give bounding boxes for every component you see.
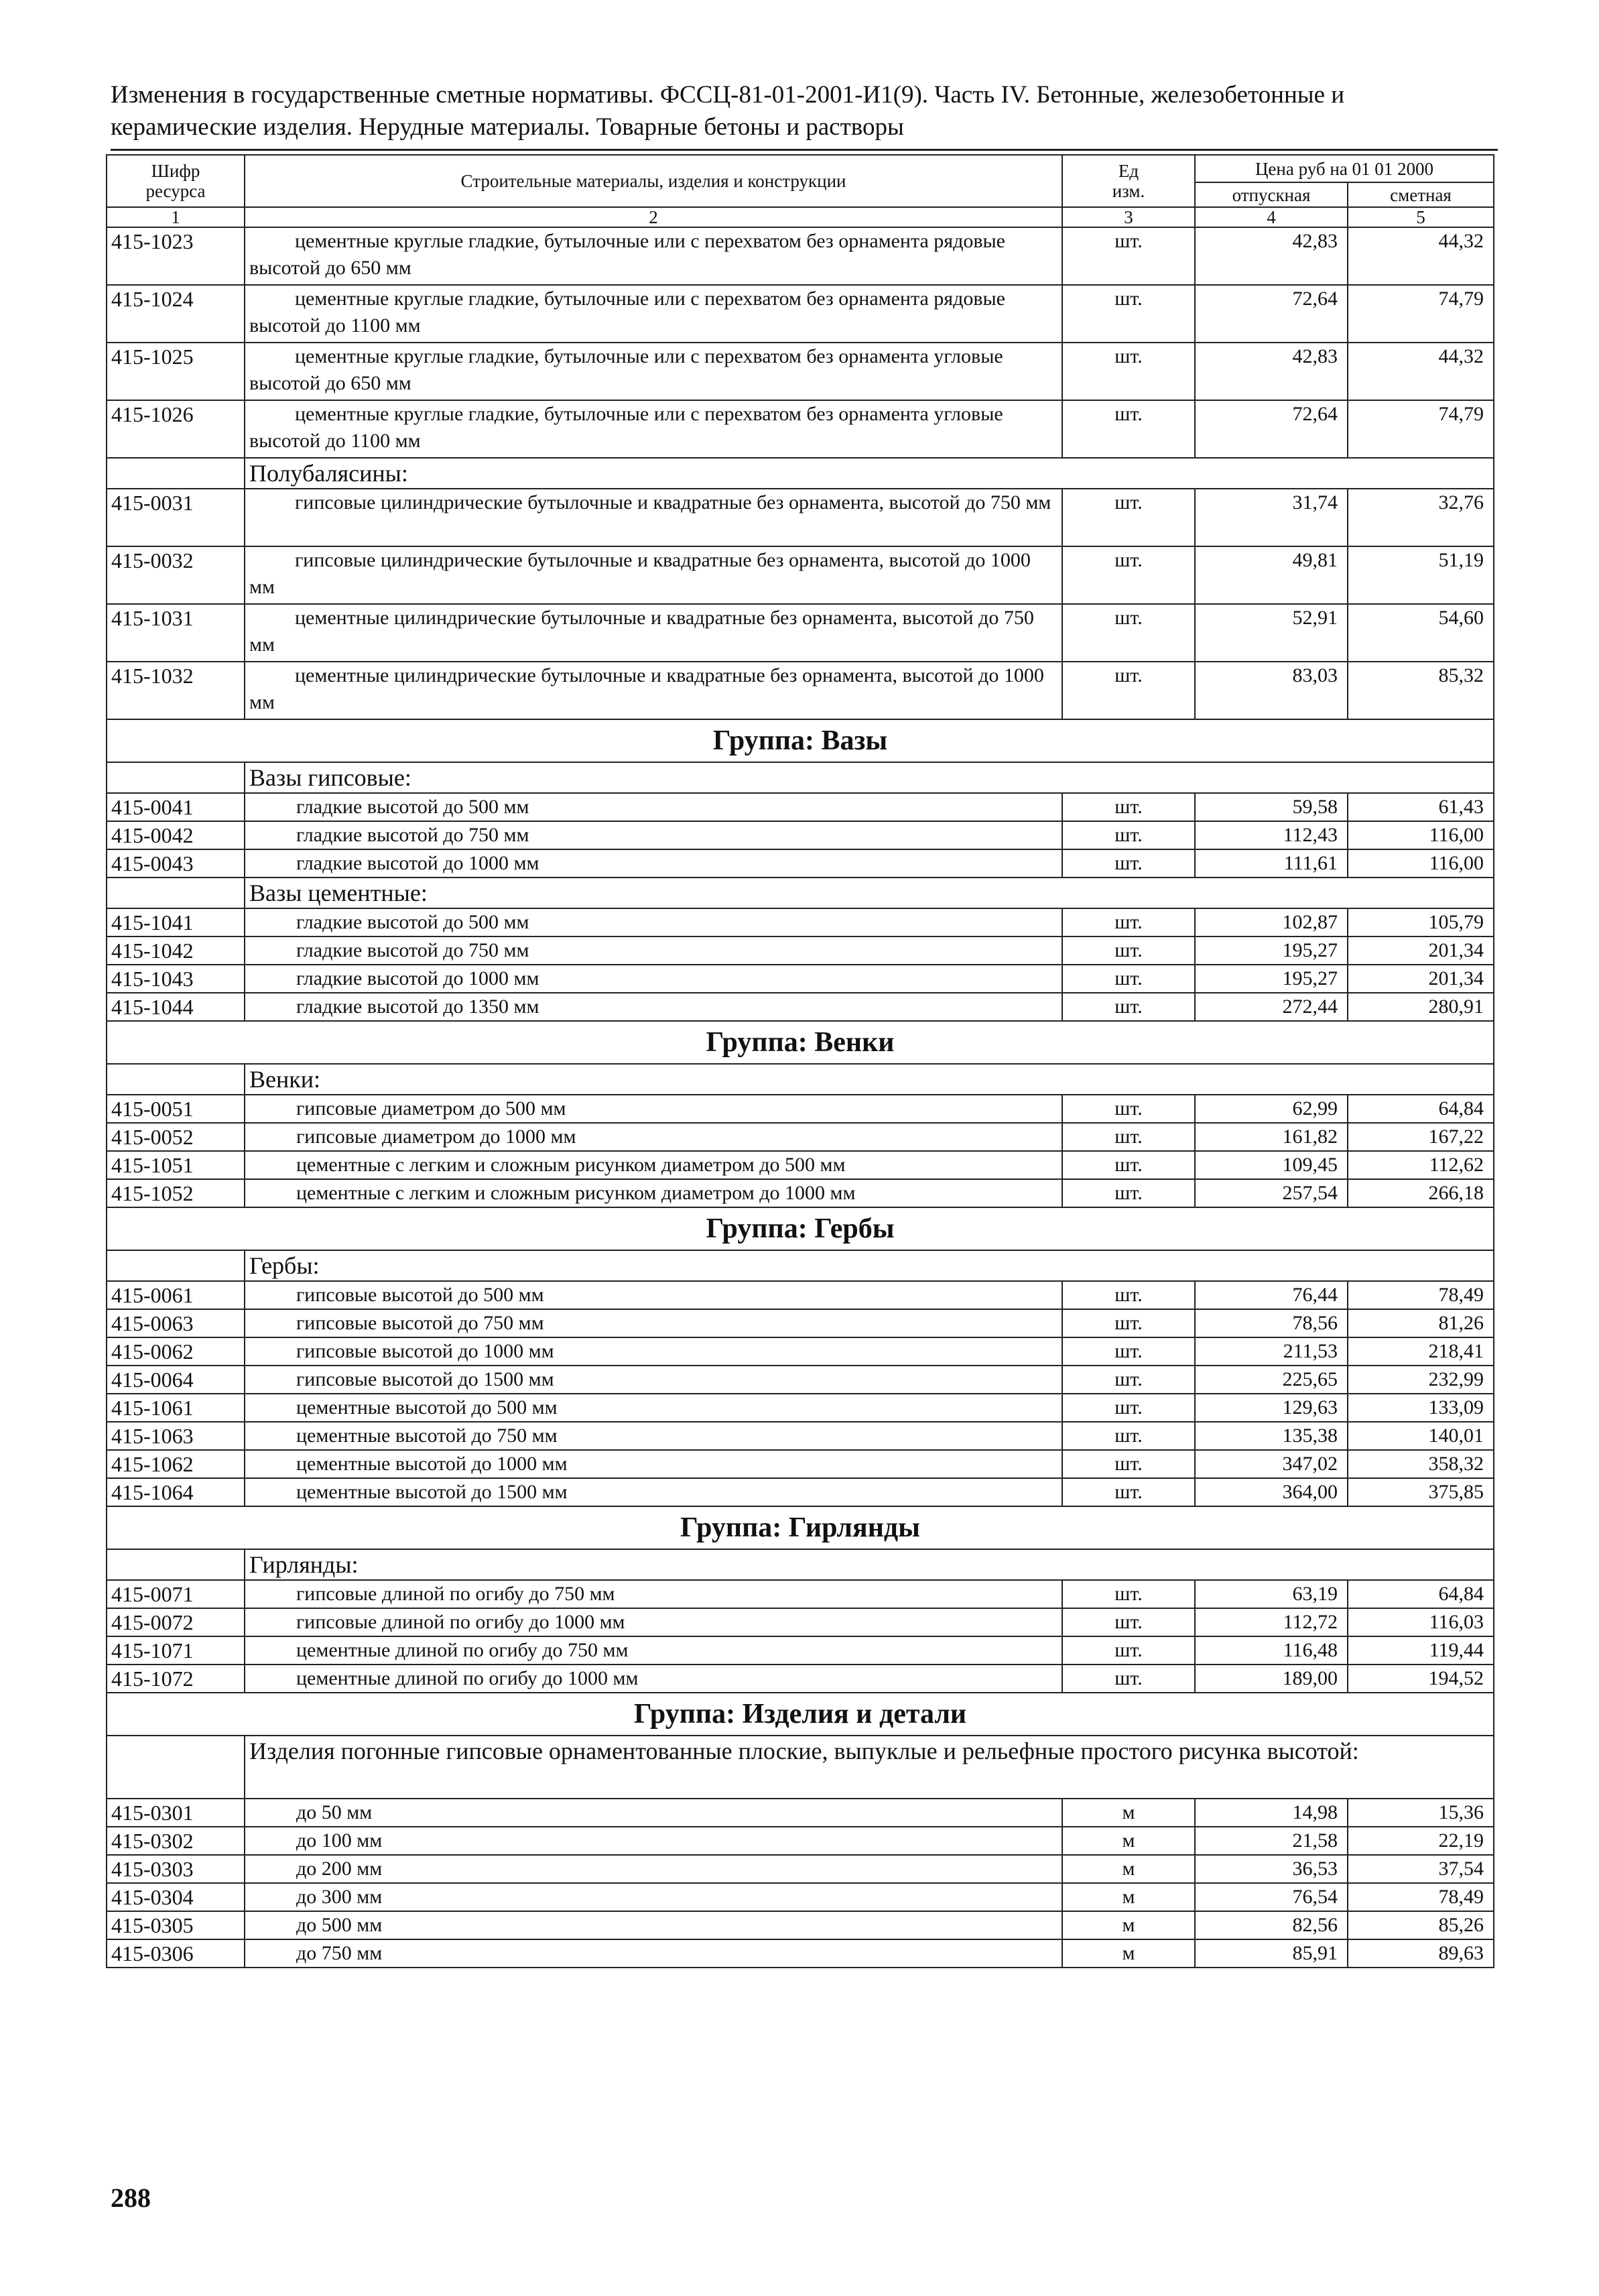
item-description: цементные с легким и сложным рисунком диаметром до 500 мм — [245, 1151, 1062, 1179]
table-row — [107, 227, 1494, 285]
item-description: цементные цилиндрические бутылочные и квадратные без орнамента, высотой до 750 мм — [245, 604, 1062, 662]
subgroup-spacer — [107, 1064, 245, 1095]
resource-code: 415-0062 — [107, 1337, 245, 1366]
resource-code: 415-1025 — [107, 343, 245, 400]
item-description: цементные длиной по огибу до 750 мм — [245, 1636, 1062, 1665]
subgroup-row — [107, 1736, 1494, 1799]
subgroup-spacer — [107, 878, 245, 908]
unit-of-measure: м — [1062, 1911, 1195, 1939]
release-price: 135,38 — [1195, 1422, 1348, 1450]
release-price: 109,45 — [1195, 1151, 1348, 1179]
release-price: 272,44 — [1195, 993, 1348, 1021]
table-row — [107, 343, 1494, 400]
item-description: цементные длиной по огибу до 1000 мм — [245, 1665, 1062, 1693]
table-row — [107, 1179, 1494, 1207]
release-price: 42,83 — [1195, 343, 1348, 400]
header-line-2: керамические изделия. Нерудные материалы. Товарные бетоны и растворы — [111, 113, 904, 141]
unit-of-measure: м — [1062, 1939, 1195, 1968]
item-description: гладкие высотой до 500 мм — [245, 793, 1062, 821]
unit-of-measure: шт. — [1062, 1281, 1195, 1309]
group-row — [107, 1207, 1494, 1250]
release-price: 85,91 — [1195, 1939, 1348, 1968]
item-description: цементные высотой до 750 мм — [245, 1422, 1062, 1450]
estimate-price: 232,99 — [1348, 1366, 1494, 1394]
estimate-price: 112,62 — [1348, 1151, 1494, 1179]
column-number-1: 1 — [107, 207, 245, 227]
group-title-venki: Группа: Венки — [107, 1021, 1494, 1064]
subgroup-row — [107, 1549, 1494, 1580]
unit-of-measure: шт. — [1062, 908, 1195, 936]
item-description: цементные с легким и сложным рисунком диаметром до 1000 мм — [245, 1179, 1062, 1207]
table-row — [107, 1911, 1494, 1939]
col-header-code-line2: ресурса — [145, 181, 206, 201]
subgroup-spacer — [107, 1549, 245, 1580]
col-header-name: Строительные материалы, изделия и конструкции — [245, 155, 1062, 207]
table-row — [107, 489, 1494, 546]
release-price: 14,98 — [1195, 1799, 1348, 1827]
release-price: 211,53 — [1195, 1337, 1348, 1366]
header-rule — [111, 149, 1498, 151]
table-row — [107, 1608, 1494, 1636]
subgroup-row — [107, 1250, 1494, 1281]
resource-code: 415-0061 — [107, 1281, 245, 1309]
unit-of-measure: шт. — [1062, 1337, 1195, 1366]
resource-code: 415-1026 — [107, 400, 245, 458]
item-description: до 200 мм — [245, 1855, 1062, 1883]
release-price: 364,00 — [1195, 1478, 1348, 1506]
table-row — [107, 1281, 1494, 1309]
release-price: 112,43 — [1195, 821, 1348, 849]
release-price: 63,19 — [1195, 1580, 1348, 1608]
table-row — [107, 1337, 1494, 1366]
subgroup-row — [107, 762, 1494, 793]
estimate-price: 201,34 — [1348, 965, 1494, 993]
item-description: цементные круглые гладкие, бутылочные или с перехватом без орнамента рядовые высотой до 1100 мм — [245, 285, 1062, 343]
estimate-price: 116,00 — [1348, 849, 1494, 878]
item-description: гипсовые диаметром до 500 мм — [245, 1095, 1062, 1123]
table-row — [107, 1450, 1494, 1478]
item-description: до 100 мм — [245, 1827, 1062, 1855]
release-price: 112,72 — [1195, 1608, 1348, 1636]
estimate-price: 32,76 — [1348, 489, 1494, 546]
subgroup-spacer — [107, 1736, 245, 1799]
release-price: 72,64 — [1195, 400, 1348, 458]
release-price: 76,54 — [1195, 1883, 1348, 1911]
col-header-unit — [1062, 155, 1195, 207]
release-price: 116,48 — [1195, 1636, 1348, 1665]
table-row — [107, 1366, 1494, 1394]
estimate-price: 116,03 — [1348, 1608, 1494, 1636]
estimate-price: 61,43 — [1348, 793, 1494, 821]
estimate-price: 64,84 — [1348, 1580, 1494, 1608]
resource-code: 415-1071 — [107, 1636, 245, 1665]
subgroup-spacer — [107, 458, 245, 489]
release-price: 111,61 — [1195, 849, 1348, 878]
table-row — [107, 936, 1494, 965]
table-row — [107, 1580, 1494, 1608]
table-row — [107, 662, 1494, 719]
price-table — [106, 154, 1494, 1968]
item-description: гладкие высотой до 750 мм — [245, 936, 1062, 965]
resource-code: 415-0305 — [107, 1911, 245, 1939]
item-description: гладкие высотой до 1350 мм — [245, 993, 1062, 1021]
subgroup-girlyandy: Гирлянды: — [245, 1549, 1494, 1580]
table-row — [107, 965, 1494, 993]
release-price: 59,58 — [1195, 793, 1348, 821]
table-row — [107, 821, 1494, 849]
resource-code: 415-0303 — [107, 1855, 245, 1883]
unit-of-measure: шт. — [1062, 849, 1195, 878]
item-description: гипсовые высотой до 1500 мм — [245, 1366, 1062, 1394]
release-price: 49,81 — [1195, 546, 1348, 604]
col-header-code — [107, 155, 245, 207]
estimate-price: 358,32 — [1348, 1450, 1494, 1478]
table-row — [107, 1151, 1494, 1179]
estimate-price: 64,84 — [1348, 1095, 1494, 1123]
estimate-price: 54,60 — [1348, 604, 1494, 662]
subgroup-vazy-gips: Вазы гипсовые: — [245, 762, 1494, 793]
release-price: 31,74 — [1195, 489, 1348, 546]
group-title-vazy: Группа: Вазы — [107, 719, 1494, 762]
resource-code: 415-0031 — [107, 489, 245, 546]
estimate-price: 81,26 — [1348, 1309, 1494, 1337]
item-description: гипсовые цилиндрические бутылочные и квадратные без орнамента, высотой до 750 мм — [245, 489, 1062, 546]
release-price: 189,00 — [1195, 1665, 1348, 1693]
resource-code: 415-1043 — [107, 965, 245, 993]
estimate-price: 37,54 — [1348, 1855, 1494, 1883]
table-row — [107, 1636, 1494, 1665]
table-row — [107, 1939, 1494, 1968]
resource-code: 415-1063 — [107, 1422, 245, 1450]
resource-code: 415-1064 — [107, 1478, 245, 1506]
estimate-price: 44,32 — [1348, 343, 1494, 400]
unit-of-measure: шт. — [1062, 1478, 1195, 1506]
release-price: 42,83 — [1195, 227, 1348, 285]
item-description: до 300 мм — [245, 1883, 1062, 1911]
col-header-price: Цена руб на 01 01 2000 — [1195, 155, 1494, 182]
column-number-5: 5 — [1348, 207, 1494, 227]
unit-of-measure: шт. — [1062, 1422, 1195, 1450]
col-header-code-line1: Шифр — [151, 161, 200, 181]
resource-code: 415-0071 — [107, 1580, 245, 1608]
unit-of-measure: шт. — [1062, 343, 1195, 400]
unit-of-measure: шт. — [1062, 1095, 1195, 1123]
resource-code: 415-1052 — [107, 1179, 245, 1207]
unit-of-measure: шт. — [1062, 1450, 1195, 1478]
subgroup-venki: Венки: — [245, 1064, 1494, 1095]
resource-code: 415-0064 — [107, 1366, 245, 1394]
col-header-unit-line1: Ед — [1118, 161, 1139, 181]
unit-of-measure: м — [1062, 1883, 1195, 1911]
subgroup-polubalyasiny: Полубалясины: — [245, 458, 1494, 489]
item-description: гипсовые высотой до 500 мм — [245, 1281, 1062, 1309]
group-row — [107, 1506, 1494, 1549]
estimate-price: 78,49 — [1348, 1883, 1494, 1911]
estimate-price: 89,63 — [1348, 1939, 1494, 1968]
table-row — [107, 849, 1494, 878]
resource-code: 415-1041 — [107, 908, 245, 936]
column-number-row — [107, 207, 1494, 227]
group-row — [107, 1021, 1494, 1064]
release-price: 72,64 — [1195, 285, 1348, 343]
unit-of-measure: шт. — [1062, 1608, 1195, 1636]
item-description: гипсовые диаметром до 1000 мм — [245, 1123, 1062, 1151]
resource-code: 415-0052 — [107, 1123, 245, 1151]
resource-code: 415-0304 — [107, 1883, 245, 1911]
estimate-price: 280,91 — [1348, 993, 1494, 1021]
item-description: цементные круглые гладкие, бутылочные или с перехватом без орнамента угловые высотой до 1100 мм — [245, 400, 1062, 458]
estimate-price: 85,26 — [1348, 1911, 1494, 1939]
resource-code: 415-1031 — [107, 604, 245, 662]
estimate-price: 105,79 — [1348, 908, 1494, 936]
unit-of-measure: шт. — [1062, 821, 1195, 849]
item-description: цементные высотой до 1000 мм — [245, 1450, 1062, 1478]
col-header-estimate: сметная — [1348, 182, 1494, 207]
group-title-izdeliya: Группа: Изделия и детали — [107, 1693, 1494, 1736]
resource-code: 415-0051 — [107, 1095, 245, 1123]
release-price: 161,82 — [1195, 1123, 1348, 1151]
table-row — [107, 285, 1494, 343]
release-price: 21,58 — [1195, 1827, 1348, 1855]
release-price: 195,27 — [1195, 965, 1348, 993]
unit-of-measure: шт. — [1062, 1179, 1195, 1207]
table-row — [107, 908, 1494, 936]
column-number-3: 3 — [1062, 207, 1195, 227]
table-row — [107, 793, 1494, 821]
subgroup-spacer — [107, 762, 245, 793]
item-description: гипсовые высотой до 750 мм — [245, 1309, 1062, 1337]
item-description: гипсовые цилиндрические бутылочные и квадратные без орнамента, высотой до 1000 мм — [245, 546, 1062, 604]
item-description: цементные круглые гладкие, бутылочные или с перехватом без орнамента рядовые высотой до 650 мм — [245, 227, 1062, 285]
release-price: 129,63 — [1195, 1394, 1348, 1422]
unit-of-measure: м — [1062, 1799, 1195, 1827]
price-table-wrapper — [106, 154, 1493, 1968]
release-price: 52,91 — [1195, 604, 1348, 662]
subgroup-row — [107, 458, 1494, 489]
item-description: гладкие высотой до 1000 мм — [245, 965, 1062, 993]
release-price: 257,54 — [1195, 1179, 1348, 1207]
group-row — [107, 719, 1494, 762]
unit-of-measure: шт. — [1062, 1151, 1195, 1179]
column-number-2: 2 — [245, 207, 1062, 227]
table-row — [107, 604, 1494, 662]
table-row — [107, 1095, 1494, 1123]
release-price: 102,87 — [1195, 908, 1348, 936]
subgroup-izdeliya: Изделия погонные гипсовые орнаментованные плоские, выпуклые и рельефные простого рисунка высотой: — [245, 1736, 1494, 1799]
release-price: 195,27 — [1195, 936, 1348, 965]
unit-of-measure: шт. — [1062, 965, 1195, 993]
table-row — [107, 546, 1494, 604]
item-description: цементные высотой до 1500 мм — [245, 1478, 1062, 1506]
resource-code: 415-1062 — [107, 1450, 245, 1478]
estimate-price: 74,79 — [1348, 400, 1494, 458]
table-row — [107, 993, 1494, 1021]
page-number: 288 — [111, 2183, 151, 2213]
estimate-price: 119,44 — [1348, 1636, 1494, 1665]
resource-code: 415-0042 — [107, 821, 245, 849]
item-description: гипсовые длиной по огибу до 750 мм — [245, 1580, 1062, 1608]
table-row — [107, 1422, 1494, 1450]
estimate-price: 44,32 — [1348, 227, 1494, 285]
estimate-price: 194,52 — [1348, 1665, 1494, 1693]
item-description: гладкие высотой до 1000 мм — [245, 849, 1062, 878]
resource-code: 415-0041 — [107, 793, 245, 821]
unit-of-measure: шт. — [1062, 662, 1195, 719]
item-description: цементные цилиндрические бутылочные и квадратные без орнамента, высотой до 1000 мм — [245, 662, 1062, 719]
resource-code: 415-0063 — [107, 1309, 245, 1337]
estimate-price: 140,01 — [1348, 1422, 1494, 1450]
unit-of-measure: шт. — [1062, 400, 1195, 458]
unit-of-measure: шт. — [1062, 1309, 1195, 1337]
release-price: 62,99 — [1195, 1095, 1348, 1123]
unit-of-measure: шт. — [1062, 1580, 1195, 1608]
estimate-price: 51,19 — [1348, 546, 1494, 604]
estimate-price: 133,09 — [1348, 1394, 1494, 1422]
item-description: цементные круглые гладкие, бутылочные или с перехватом без орнамента угловые высотой до 650 мм — [245, 343, 1062, 400]
group-title-girlyandy: Группа: Гирлянды — [107, 1506, 1494, 1549]
item-description: цементные высотой до 500 мм — [245, 1394, 1062, 1422]
resource-code: 415-0043 — [107, 849, 245, 878]
unit-of-measure: м — [1062, 1827, 1195, 1855]
unit-of-measure: шт. — [1062, 993, 1195, 1021]
item-description: гладкие высотой до 500 мм — [245, 908, 1062, 936]
resource-code: 415-1023 — [107, 227, 245, 285]
table-row — [107, 1478, 1494, 1506]
resource-code: 415-1051 — [107, 1151, 245, 1179]
unit-of-measure: шт. — [1062, 936, 1195, 965]
subgroup-row — [107, 878, 1494, 908]
estimate-price: 167,22 — [1348, 1123, 1494, 1151]
table-row — [107, 1883, 1494, 1911]
item-description: до 50 мм — [245, 1799, 1062, 1827]
release-price: 347,02 — [1195, 1450, 1348, 1478]
group-row — [107, 1693, 1494, 1736]
release-price: 82,56 — [1195, 1911, 1348, 1939]
unit-of-measure: м — [1062, 1855, 1195, 1883]
item-description: до 500 мм — [245, 1911, 1062, 1939]
table-row — [107, 1123, 1494, 1151]
estimate-price: 266,18 — [1348, 1179, 1494, 1207]
unit-of-measure: шт. — [1062, 546, 1195, 604]
release-price: 76,44 — [1195, 1281, 1348, 1309]
table-header-row-1 — [107, 155, 1494, 182]
resource-code: 415-0302 — [107, 1827, 245, 1855]
estimate-price: 116,00 — [1348, 821, 1494, 849]
header-line-1: Изменения в государственные сметные нормативы. ФССЦ-81-01-2001-И1(9). Часть IV. Бетонные, железобетонные и — [111, 81, 1345, 109]
resource-code: 415-0032 — [107, 546, 245, 604]
item-description: гипсовые высотой до 1000 мм — [245, 1337, 1062, 1366]
estimate-price: 218,41 — [1348, 1337, 1494, 1366]
item-description: до 750 мм — [245, 1939, 1062, 1968]
resource-code: 415-1024 — [107, 285, 245, 343]
resource-code: 415-0072 — [107, 1608, 245, 1636]
estimate-price: 15,36 — [1348, 1799, 1494, 1827]
unit-of-measure: шт. — [1062, 604, 1195, 662]
col-header-unit-line2: изм. — [1112, 181, 1145, 201]
subgroup-gerby: Гербы: — [245, 1250, 1494, 1281]
resource-code: 415-1044 — [107, 993, 245, 1021]
document-header — [111, 79, 1498, 143]
unit-of-measure: шт. — [1062, 793, 1195, 821]
release-price: 36,53 — [1195, 1855, 1348, 1883]
unit-of-measure: шт. — [1062, 1366, 1195, 1394]
estimate-price: 85,32 — [1348, 662, 1494, 719]
subgroup-row — [107, 1064, 1494, 1095]
subgroup-spacer — [107, 1250, 245, 1281]
table-row — [107, 1855, 1494, 1883]
release-price: 83,03 — [1195, 662, 1348, 719]
unit-of-measure: шт. — [1062, 1394, 1195, 1422]
unit-of-measure: шт. — [1062, 1665, 1195, 1693]
unit-of-measure: шт. — [1062, 489, 1195, 546]
estimate-price: 201,34 — [1348, 936, 1494, 965]
resource-code: 415-1072 — [107, 1665, 245, 1693]
item-description: гипсовые длиной по огибу до 1000 мм — [245, 1608, 1062, 1636]
table-row — [107, 1394, 1494, 1422]
subgroup-vazy-cem: Вазы цементные: — [245, 878, 1494, 908]
resource-code: 415-0301 — [107, 1799, 245, 1827]
resource-code: 415-1061 — [107, 1394, 245, 1422]
column-number-4: 4 — [1195, 207, 1348, 227]
table-row — [107, 1309, 1494, 1337]
unit-of-measure: шт. — [1062, 285, 1195, 343]
release-price: 78,56 — [1195, 1309, 1348, 1337]
table-row — [107, 1827, 1494, 1855]
resource-code: 415-1032 — [107, 662, 245, 719]
group-title-gerby: Группа: Гербы — [107, 1207, 1494, 1250]
table-row — [107, 1799, 1494, 1827]
estimate-price: 22,19 — [1348, 1827, 1494, 1855]
estimate-price: 375,85 — [1348, 1478, 1494, 1506]
unit-of-measure: шт. — [1062, 1123, 1195, 1151]
estimate-price: 78,49 — [1348, 1281, 1494, 1309]
release-price: 225,65 — [1195, 1366, 1348, 1394]
unit-of-measure: шт. — [1062, 1636, 1195, 1665]
resource-code: 415-0306 — [107, 1939, 245, 1968]
estimate-price: 74,79 — [1348, 285, 1494, 343]
resource-code: 415-1042 — [107, 936, 245, 965]
unit-of-measure: шт. — [1062, 227, 1195, 285]
item-description: гладкие высотой до 750 мм — [245, 821, 1062, 849]
col-header-release: отпускная — [1195, 182, 1348, 207]
table-row — [107, 1665, 1494, 1693]
table-row — [107, 400, 1494, 458]
